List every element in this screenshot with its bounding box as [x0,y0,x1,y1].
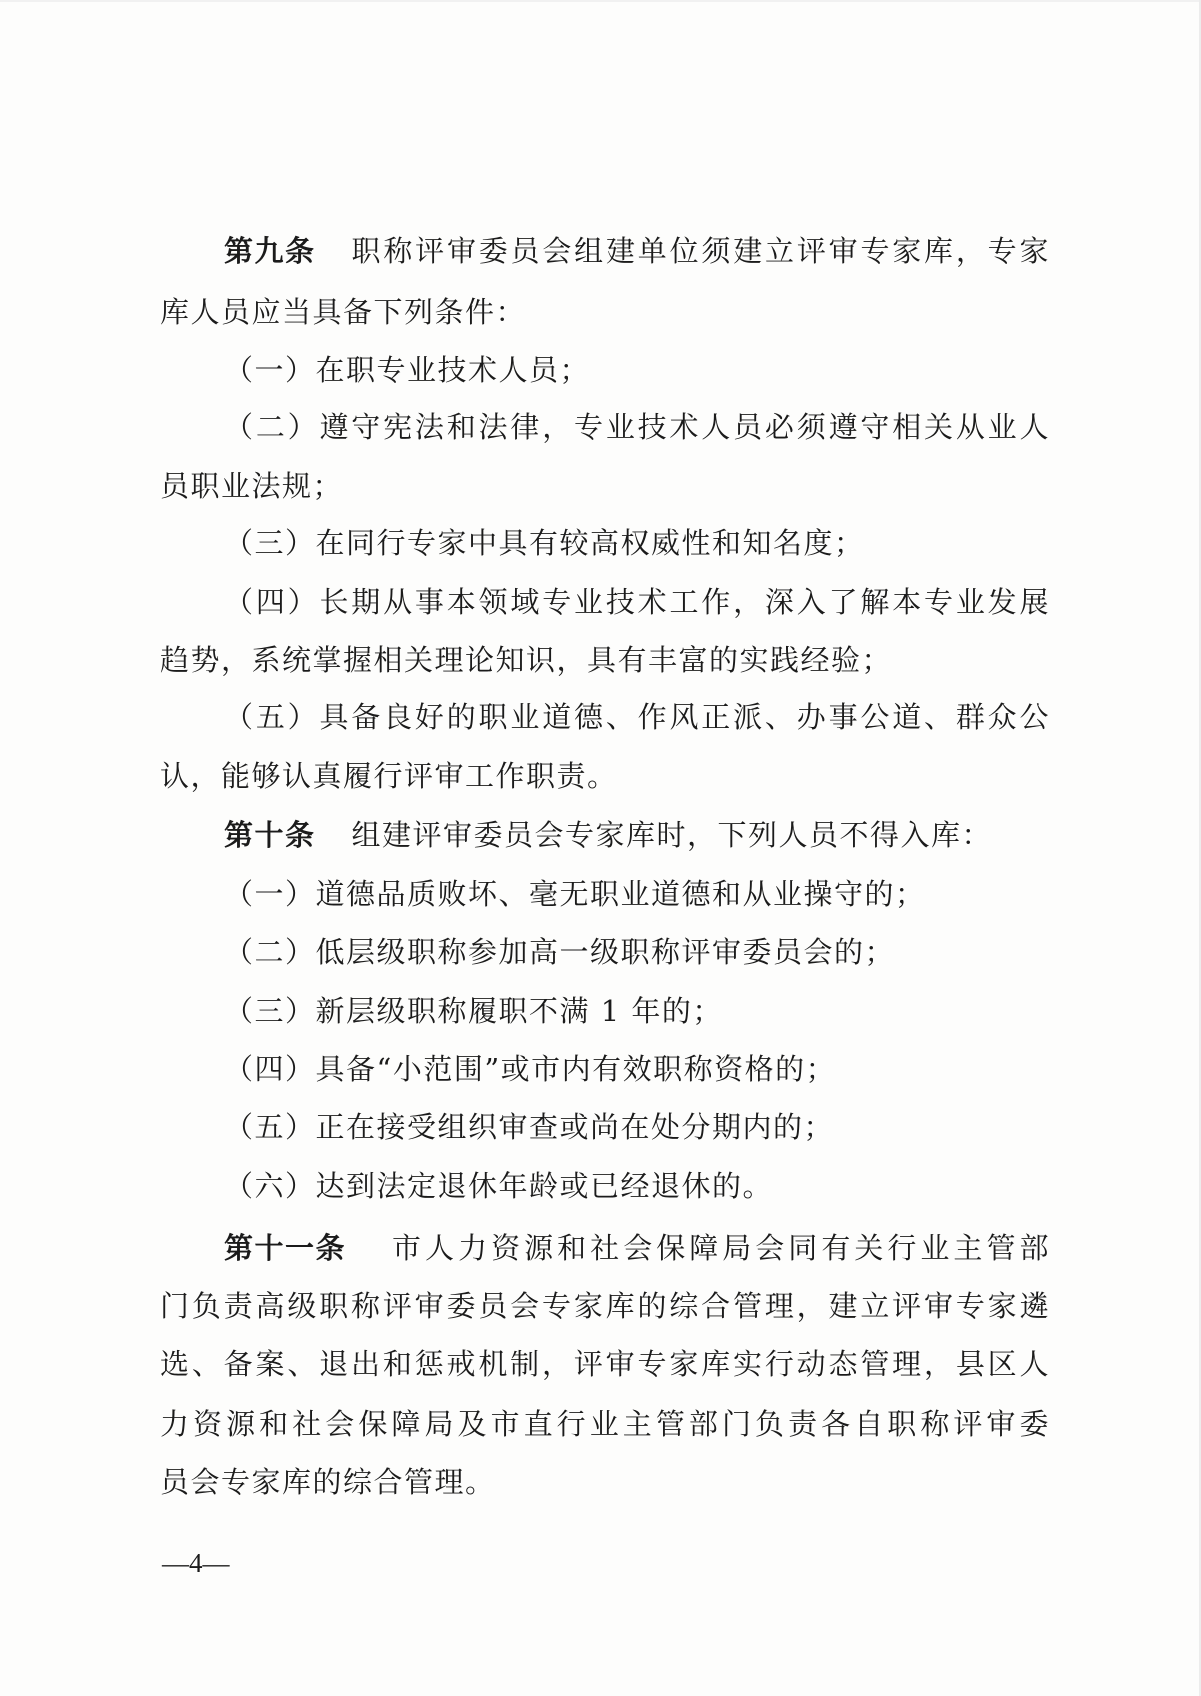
article-11-text-line: 员会专家库的综合管理。 [160,1465,496,1499]
article-9-heading: 第九条 [224,234,316,268]
article-9-item-3: （三）在同行专家中具有较高权威性和知名度； [224,526,865,560]
article-9-item-5: （五）具备良好的职业道德、作风正派、办事公道、群众公 [224,700,1050,734]
article-10-heading: 第十条 [224,818,316,852]
article-9-item-4-continuation: 趋势，系统掌握相关理论知识，具有丰富的实践经验； [160,643,893,677]
article-10-item-5: （五）正在接受组织审查或尚在处分期内的； [224,1110,835,1144]
article-9-text-line: 库人员应当具备下列条件： [160,295,527,329]
article-9-first-line [224,231,1050,271]
article-9-text-line: 职称评审委员会组建单位须建立评审专家库，专家 [351,234,1050,268]
page-number: —4— [162,1548,230,1578]
article-11-text-line: 门负责高级职称评审委员会专家库的综合管理，建立评审专家遴 [160,1289,1050,1323]
article-10-item-1: （一）道德品质败坏、毫无职业道德和从业操守的； [224,877,926,911]
article-11-text-line: 选、备案、退出和惩戒机制，评审专家库实行动态管理，县区人 [160,1347,1050,1381]
article-10-text-line: 组建评审委员会专家库时，下列人员不得入库： [351,818,993,852]
article-10-item-6: （六）达到法定退休年龄或已经退休的。 [224,1169,774,1203]
article-9-item-2-continuation: 员职业法规； [160,469,344,503]
article-10-item-3: （三）新层级职称履职不满 1 年的； [224,994,723,1028]
article-11-heading: 第十一条 [224,1231,347,1265]
article-10-first-line [224,815,1050,855]
article-10-item-2: （二）低层级职称参加高一级职称评审委员会的； [224,935,896,969]
article-9-item-1: （一）在职专业技术人员； [224,353,591,387]
article-9-item-5-continuation: 认，能够认真履行评审工作职责。 [160,759,618,793]
article-11-text-line: 市人力资源和社会保障局会同有关行业主管部 [392,1231,1050,1265]
article-10-item-4: （四）具备“小范围”或市内有效职称资格的； [224,1052,837,1086]
article-11-text-line: 力资源和社会保障局及市直行业主管部门负责各自职称评审委 [160,1407,1050,1441]
article-9-item-4: （四）长期从事本领域专业技术工作，深入了解本专业发展 [224,585,1050,619]
article-9-item-2: （二）遵守宪法和法律，专业技术人员必须遵守相关从业人 [224,410,1050,444]
article-11-first-line [224,1228,1050,1268]
